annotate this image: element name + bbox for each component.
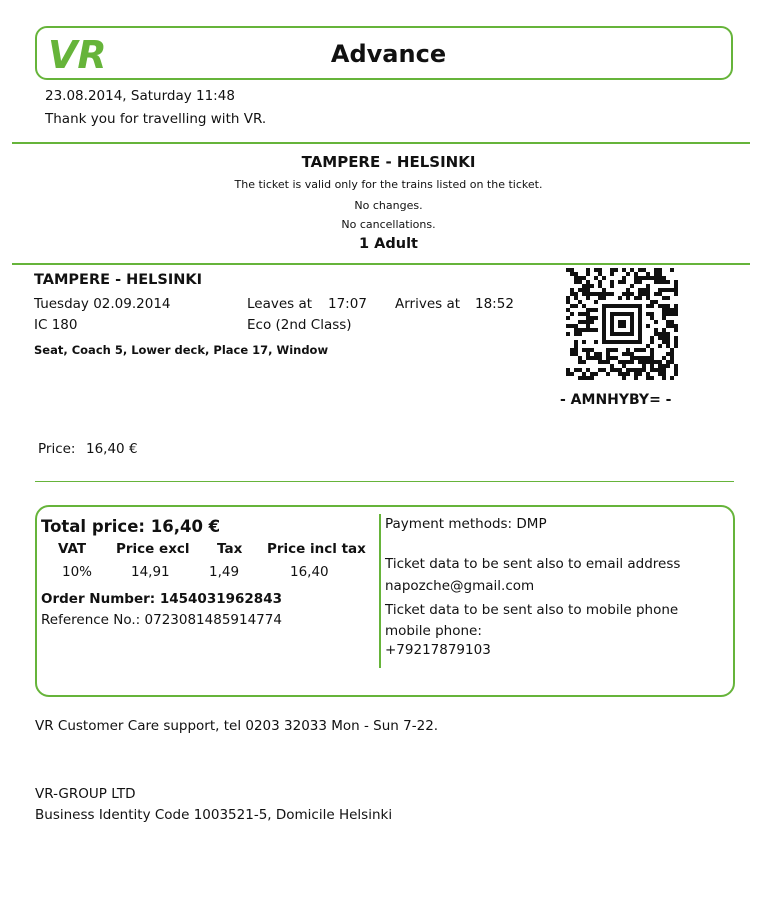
totals-divider <box>379 514 381 668</box>
divider <box>12 263 750 265</box>
train-number: IC 180 <box>34 317 78 333</box>
price-excl-header: Price excl <box>116 541 190 557</box>
phone-number: +79217879103 <box>385 642 491 658</box>
price-incl-header: Price incl tax <box>267 541 366 557</box>
price-value: 16,40 € <box>86 441 138 457</box>
email-label: Ticket data to be sent also to email address <box>385 556 681 572</box>
price-label: Price: <box>38 441 76 457</box>
purchase-datetime: 23.08.2014, Saturday 11:48 <box>45 88 235 104</box>
ticket-barcode <box>566 268 678 380</box>
price-excl-value: 14,91 <box>131 564 170 580</box>
tax-value: 1,49 <box>209 564 240 580</box>
svg-text:VR: VR <box>48 34 107 72</box>
no-cancellations-note: No cancellations. <box>341 218 436 231</box>
payment-methods: Payment methods: DMP <box>385 516 547 532</box>
thank-you-text: Thank you for travelling with VR. <box>45 111 267 127</box>
divider <box>35 481 734 482</box>
phone-label: Ticket data to be sent also to mobile phone <box>385 602 679 618</box>
vat-value: 10% <box>62 564 93 580</box>
company-name: VR-GROUP LTD <box>35 786 136 802</box>
summary-route: TAMPERE - HELSINKI <box>301 153 476 171</box>
travel-class: Eco (2nd Class) <box>247 317 352 333</box>
leaves-label: Leaves at <box>247 296 313 312</box>
price-incl-value: 16,40 <box>290 564 329 580</box>
support-info: VR Customer Care support, tel 0203 32033 Mon - Sun 7-22. <box>35 718 439 734</box>
divider <box>12 142 750 144</box>
passengers: 1 Adult <box>359 236 418 252</box>
journey-date: Tuesday 02.09.2014 <box>34 296 171 312</box>
validity-note: The ticket is valid only for the trains listed on the ticket. <box>234 178 543 191</box>
vat-header: VAT <box>58 541 87 557</box>
business-id: Business Identity Code 1003521-5, Domicile Helsinki <box>35 807 393 823</box>
phone-sublabel: mobile phone: <box>385 623 482 639</box>
ticket-code: - AMNHYBY= - <box>560 392 672 408</box>
order-number: Order Number: 1454031962843 <box>41 591 282 607</box>
journey-route: TAMPERE - HELSINKI <box>34 272 203 288</box>
seat-info: Seat, Coach 5, Lower deck, Place 17, Window <box>34 343 329 357</box>
reference-number: Reference No.: 0723081485914774 <box>41 612 282 628</box>
arrives-label: Arrives at <box>395 296 461 312</box>
no-changes-note: No changes. <box>354 199 423 212</box>
tax-header: Tax <box>217 541 243 557</box>
email-address: napozche@gmail.com <box>385 578 535 594</box>
total-price: Total price: 16,40 € <box>41 517 221 536</box>
leaves-time: 17:07 <box>328 296 367 312</box>
arrives-time: 18:52 <box>475 296 514 312</box>
ticket-type-title: Advance <box>330 40 447 68</box>
